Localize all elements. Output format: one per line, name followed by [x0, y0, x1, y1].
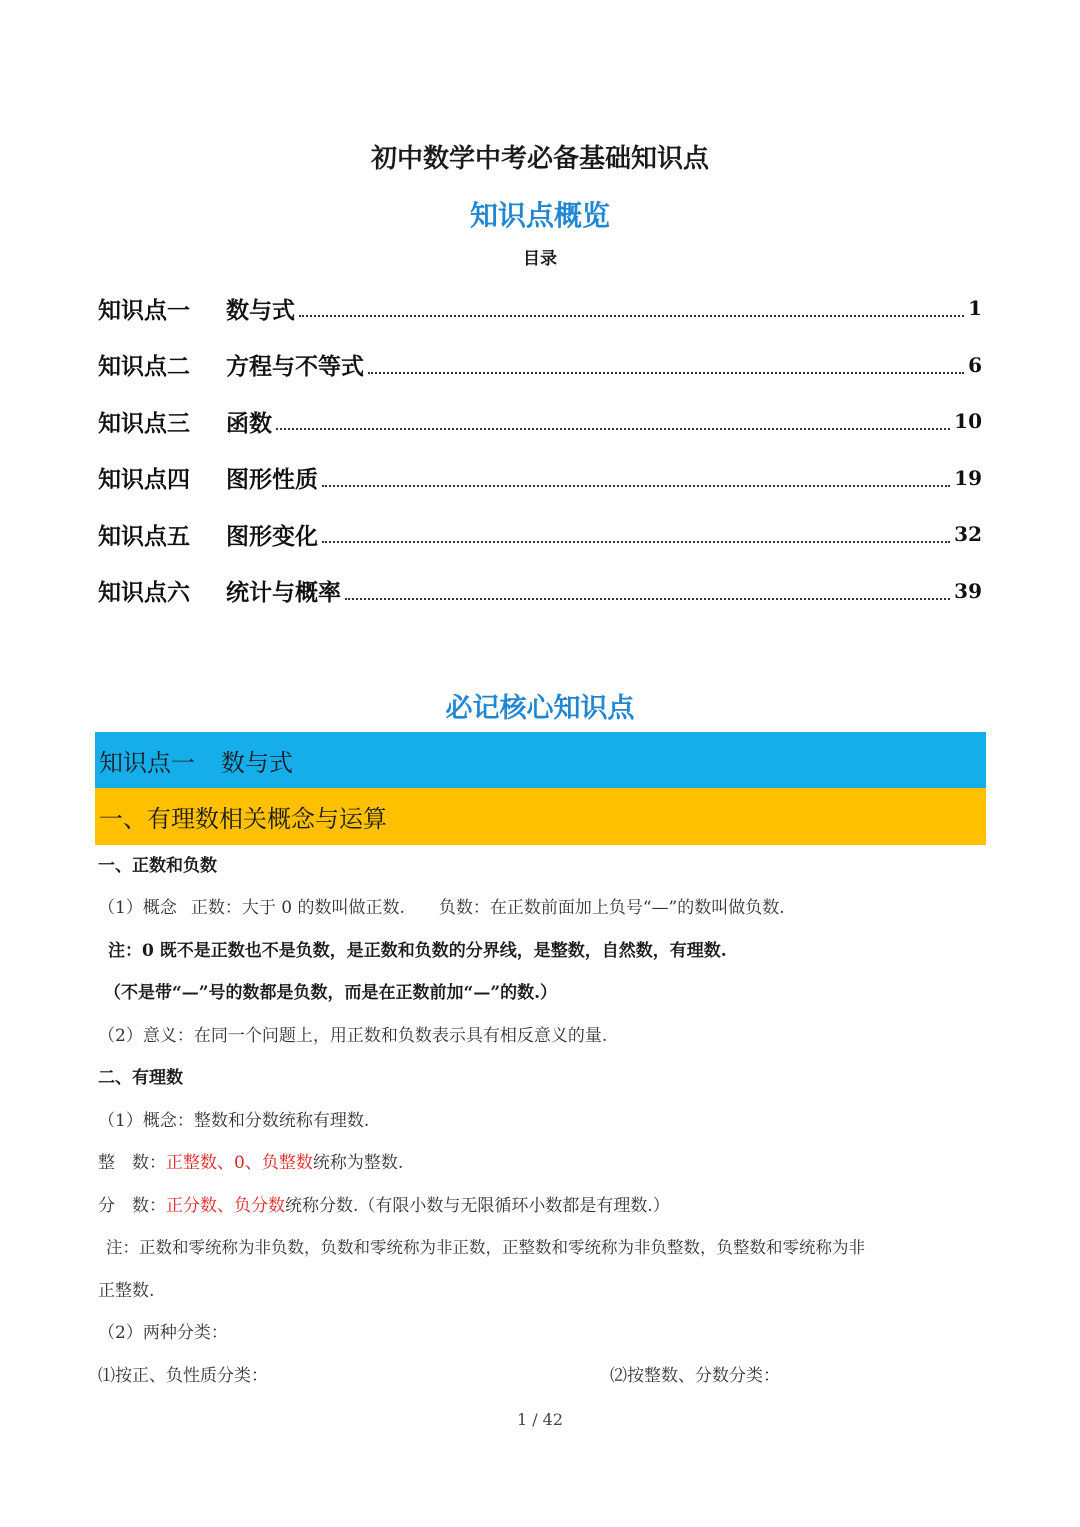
chapter-band-label: 知识点一	[99, 748, 195, 777]
integer-rest: 统称为整数.	[312, 1153, 404, 1173]
toc-entry[interactable]	[98, 450, 982, 507]
paragraph-meaning: （2）意义：在同一个问题上，用正数和负数表示具有相反意义的量.	[98, 1026, 608, 1046]
overview-title: 知识点概览	[469, 199, 610, 232]
toc-chapter-name: 函数	[226, 410, 272, 437]
toc-chapter-name: 统计与概率	[226, 580, 341, 607]
section-band	[95, 788, 986, 845]
chapter-band-name: 数与式	[221, 748, 293, 777]
concept-label: （1）概念	[98, 898, 177, 918]
toc-chapter-name: 图形变化	[226, 523, 318, 550]
toc-entry[interactable]	[98, 506, 982, 563]
toc-leader-dots	[276, 428, 950, 430]
toc-page-number: 6	[968, 352, 982, 377]
paragraph-rational-concept: （1）概念：整数和分数统称有理数.	[98, 1111, 370, 1131]
toc-page-number: 10	[954, 409, 982, 434]
note-nonnegative-line2: 正整数.	[98, 1281, 155, 1301]
toc-entry[interactable]	[98, 337, 982, 394]
integer-highlight: 正整数、0、负整数	[166, 1153, 313, 1173]
classification-by-sign: ⑴按正、负性质分类：	[98, 1366, 268, 1386]
integer-label: 整 数：	[98, 1153, 166, 1173]
fraction-label: 分 数：	[98, 1196, 166, 1216]
paragraph-integers	[98, 1151, 982, 1175]
subsection-heading: 二、有理数	[98, 1068, 183, 1088]
toc-leader-dots	[345, 598, 950, 600]
core-title: 必记核心知识点	[445, 693, 635, 724]
toc-page-number: 39	[954, 578, 982, 603]
note-zero: 注：0 既不是正数也不是负数，是正数和负数的分界线，是整数，自然数，有理数.	[108, 941, 727, 961]
note-nonnegative-line1: 注：正数和零统称为非负数，负数和零统称为非正数，正整数和零统称为非负整数，负整数和零统称为非	[106, 1238, 865, 1257]
section-band-title: 一、有理数相关概念与运算	[99, 805, 387, 833]
paragraph-fractions	[98, 1194, 982, 1218]
paragraph	[98, 896, 982, 920]
note-negative-sign: （不是带“—”号的数都是负数，而是在正数前加“—”的数.）	[104, 983, 558, 1003]
subsection-heading: 一、正数和负数	[98, 856, 217, 876]
table-of-contents	[98, 280, 982, 619]
toc-chapter: 知识点二	[98, 354, 190, 381]
toc-page-number: 32	[954, 522, 982, 547]
toc-chapter: 知识点六	[98, 580, 190, 607]
toc-entry[interactable]	[98, 280, 982, 337]
toc-page-number: 1	[968, 296, 982, 321]
positive-definition: 正数：大于 0 的数叫做正数.	[190, 898, 405, 918]
paragraph-classification: （2）两种分类：	[98, 1323, 228, 1343]
page-number: 1 / 42	[516, 1410, 564, 1429]
toc-chapter: 知识点五	[98, 523, 190, 550]
toc-chapter-name: 方程与不等式	[226, 354, 364, 381]
fraction-rest: 统称分数.（有限小数与无限循环小数都是有理数.）	[285, 1196, 670, 1216]
toc-leader-dots	[322, 541, 950, 543]
toc-entry[interactable]	[98, 393, 982, 450]
toc-leader-dots	[368, 372, 964, 374]
toc-leader-dots	[322, 485, 950, 487]
toc-chapter: 知识点四	[98, 467, 190, 494]
toc-chapter-name: 图形性质	[226, 467, 318, 494]
document-title: 初中数学中考必备基础知识点	[370, 144, 709, 174]
toc-chapter: 知识点三	[98, 410, 190, 437]
toc-leader-dots	[299, 315, 964, 317]
fraction-highlight: 正分数、负分数	[166, 1196, 285, 1216]
toc-page-number: 19	[954, 465, 982, 490]
negative-definition: 负数：在正数前面加上负号“—”的数叫做负数.	[438, 898, 785, 918]
toc-chapter: 知识点一	[98, 297, 190, 324]
toc-entry[interactable]	[98, 563, 982, 620]
toc-heading: 目录	[523, 249, 557, 269]
chapter-band	[95, 732, 986, 788]
toc-chapter-name: 数与式	[226, 297, 295, 324]
classification-by-type: ⑵按整数、分数分类：	[610, 1366, 780, 1386]
